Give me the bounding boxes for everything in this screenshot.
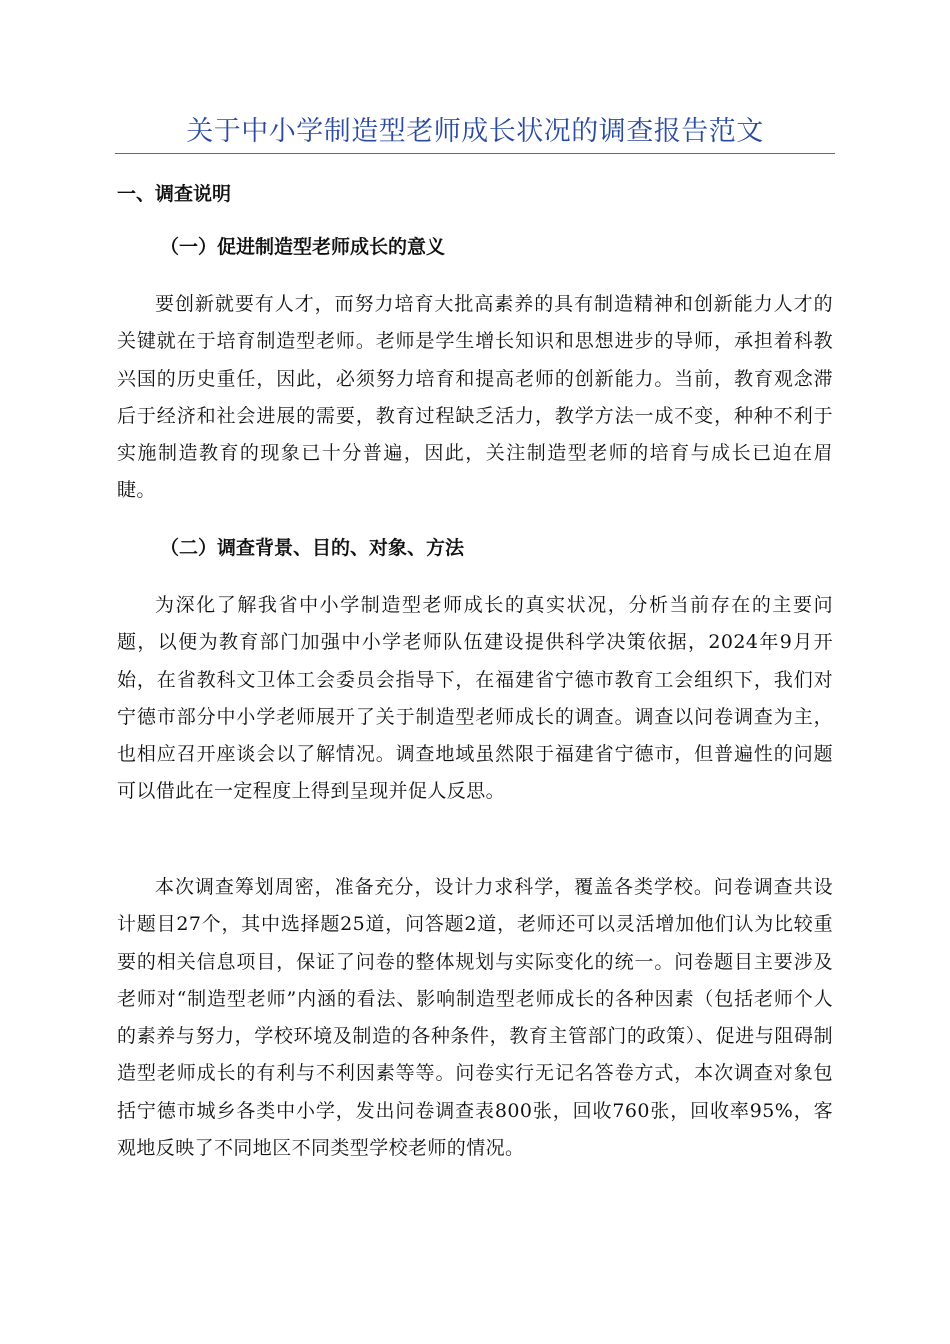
paragraph-background: 为深化了解我省中小学制造型老师成长的真实状况，分析当前存在的主要问题，以便为教育部门加强中小学老师队伍建设提供科学决策依据，2024年9月开始，在省教科文卫体工会委员会指导下，在福建省宁德市教育工会组织下，我们对宁德市部分中小学老师展开了关于制造型老师成长的调查。调查以问卷调查为主，也相应召开座谈会以了解情况。调查地域虽然限于福建省宁德市，但普遍性的问题可以借此在一定程度上得到呈现并促人反思。 [117, 594, 833, 803]
document-title: 关于中小学制造型老师成长状况的调查报告范文 [186, 116, 764, 147]
subheading-background: （二）调查背景、目的、对象、方法 [160, 537, 465, 559]
section-heading-survey-description: 一、调查说明 [117, 183, 232, 205]
paragraph-significance: 要创新就要有人才，而努力培育大批高素养的具有制造精神和创新能力人才的关键就在于培育制造型老师。老师是学生增长知识和思想进步的导师，承担着科教兴国的历史重任，因此，必须努力培育和提高老师的创新能力。当前，教育观念滞后于经济和社会进展的需要，教育过程缺乏活力，教学方法一成不变，种种不利于实施制造教育的现象已十分普遍，因此，关注制造型老师的培育与成长已迫在眉睫。 [117, 293, 833, 502]
paragraph-survey-design: 本次调查筹划周密，准备充分，设计力求科学，覆盖各类学校。问卷调查共设计题目27个，其中选择题25道，问答题2道，老师还可以灵活增加他们认为比较重要的相关信息项目，保证了问卷的整体规划与实际变化的统一。问卷题目主要涉及老师对“制造型老师”内涵的看法、影响制造型老师成长的各种因素（包括老师个人的素养与努力，学校环境及制造的各种条件，教育主管部门的政策）、促进与阻碍制造型老师成长的有利与不利因素等等。问卷实行无记名答卷方式，本次调查对象包括宁德市城乡各类中小学，发出问卷调查表800张，回收760张，回收率95%，客观地反映了不同地区不同类型学校老师的情况。 [117, 876, 833, 1160]
subheading-significance: （一）促进制造型老师成长的意义 [160, 236, 446, 258]
title-underline [115, 153, 835, 154]
